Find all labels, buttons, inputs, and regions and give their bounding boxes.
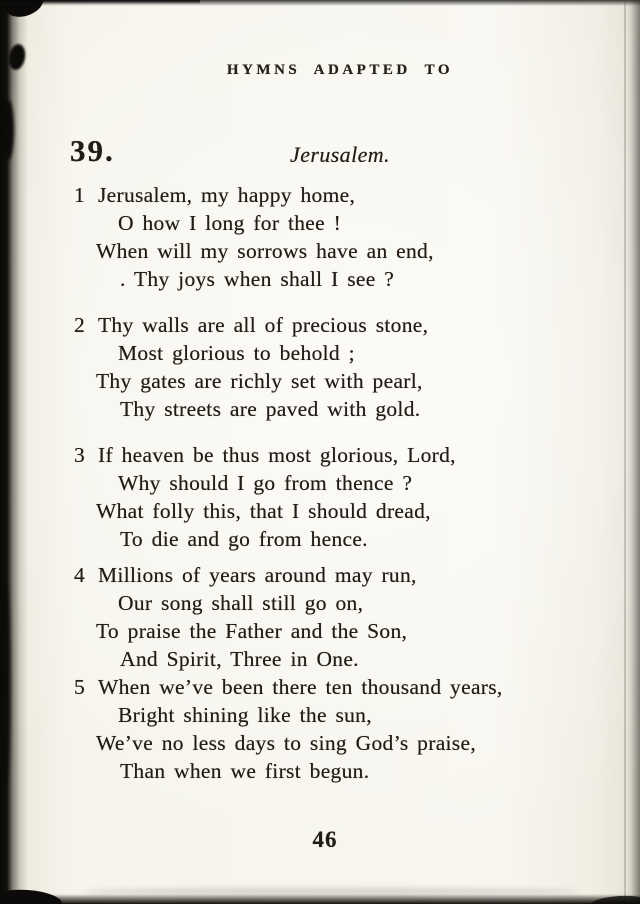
stanza-number: 3 [74, 443, 86, 467]
verse-line: To die and go from hence. [120, 527, 368, 551]
stanza-number: 5 [74, 675, 86, 699]
hymn-stanzas [74, 181, 606, 785]
hymn-title: Jerusalem. [290, 142, 390, 167]
verse-line: To praise the Father and the Son, [96, 619, 408, 643]
verse-line [74, 561, 606, 589]
scan-edge-bottom [0, 894, 640, 904]
verse-line: Thy streets are paved with gold. [120, 397, 421, 421]
stanza-3 [74, 441, 606, 553]
stanza-number: 2 [74, 313, 86, 337]
verse-line: And Spirit, Three in One. [120, 647, 359, 671]
page-number: 46 [312, 827, 338, 852]
verse-line: O how I long for thee ! [118, 211, 342, 235]
verse-line [74, 441, 606, 469]
running-header: HYMNS ADAPTED TO [226, 62, 454, 78]
scan-blot-left-lower [0, 584, 10, 784]
hymn-heading [70, 133, 606, 171]
verse-text: Thy walls are all of precious stone, [98, 313, 429, 337]
verse-line: We’ve no less days to sing God’s praise, [96, 731, 476, 755]
verse-line: When will my sorrows have an end, [96, 239, 434, 263]
verse-line: What folly this, that I should dread, [96, 499, 431, 523]
verse-text: Jerusalem, my happy home, [98, 183, 356, 207]
stanza-number: 1 [74, 183, 86, 207]
stanza-4 [74, 561, 606, 673]
verse-line [74, 311, 606, 339]
stanza-5 [74, 673, 606, 785]
verse-line: Thy gates are richly set with pearl, [96, 369, 423, 393]
verse-line: . Thy joys when shall I see ? [120, 267, 395, 291]
verse-line: Our song shall still go on, [118, 591, 364, 615]
scan-edge-right [626, 0, 640, 904]
page-content [70, 0, 606, 852]
stanza-2 [74, 311, 606, 423]
verse-line: Why should I go from thence ? [118, 471, 413, 495]
verse-line: Most glorious to behold ; [118, 341, 355, 365]
verse-text: If heaven be thus most glorious, Lord, [98, 443, 456, 467]
scan-crease-right [624, 0, 626, 904]
stanza-number: 4 [74, 563, 86, 587]
hymn-number: 39. [70, 133, 115, 168]
scan-blot-bottom-left [0, 888, 63, 904]
verse-line: Bright shining like the sun, [118, 703, 372, 727]
verse-text: When we’ve been there ten thousand years, [98, 675, 503, 699]
verse-line [74, 181, 606, 209]
verse-line: Than when we first begun. [120, 759, 370, 783]
verse-line [74, 673, 606, 701]
stanza-1 [74, 181, 606, 293]
scan-blot-left [2, 100, 14, 160]
verse-text: Millions of years around may run, [98, 563, 417, 587]
